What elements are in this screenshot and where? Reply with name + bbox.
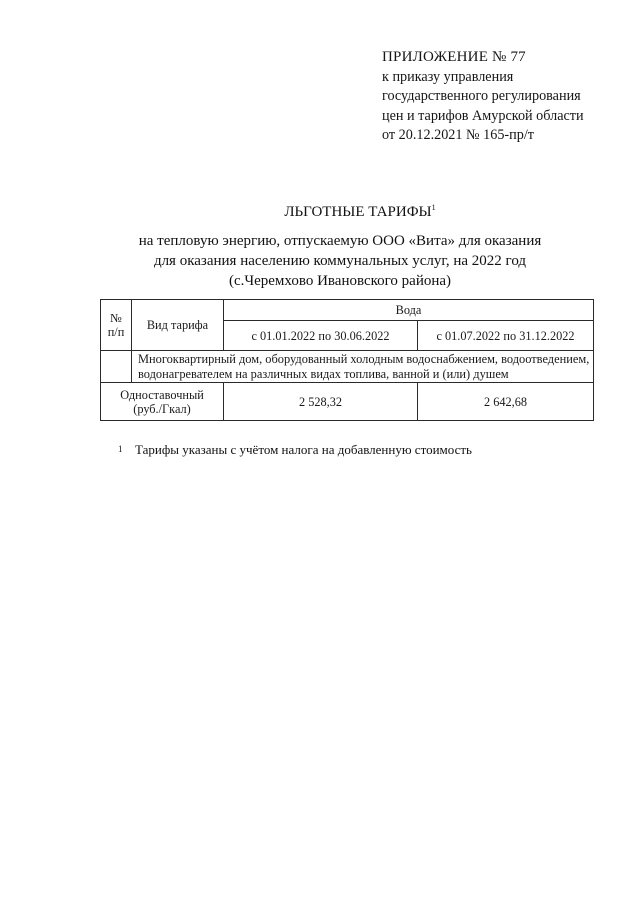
table-header-row [101, 300, 594, 321]
period-header-1: с 01.01.2022 по 30.06.2022 [224, 321, 418, 351]
category-number-cell [101, 351, 132, 383]
appendix-line: государственного регулирования [382, 88, 581, 104]
category-line: Многоквартирный дом, оборудованный холодным водоснабжением, водоотведением, [138, 351, 590, 366]
period-header-2: с 01.07.2022 по 31.12.2022 [418, 321, 594, 351]
footnote [118, 442, 472, 458]
title-footnote-mark: 1 [431, 203, 436, 212]
appendix-header [382, 48, 584, 146]
appendix-line: от 20.12.2021 № 165-пр/т [382, 127, 534, 143]
table-row [101, 383, 594, 421]
column-header-water: Вода [224, 300, 594, 321]
footnote-text: Тарифы указаны с учётом налога на добавленную стоимость [135, 442, 472, 457]
title-text: ЛЬГОТНЫЕ ТАРИФЫ [284, 204, 432, 220]
tariff-label-line: Одноставочный [120, 387, 204, 402]
column-header-tariff-type: Вид тарифа [132, 300, 224, 351]
subtitle-line: (с.Черемхово Ивановского района) [228, 273, 452, 289]
column-header-number: № п/п [101, 300, 132, 351]
category-cell [132, 351, 594, 383]
appendix-line: к приказу управления [382, 68, 514, 85]
appendix-line: ПРИЛОЖЕНИЕ № 77 [382, 49, 526, 65]
category-line: водонагревателем на различных видах топлива, ванной и (или) душем [138, 366, 509, 381]
tariff-row-label [101, 383, 224, 421]
tariff-label-line: (руб./Гкал) [133, 401, 191, 416]
footnote-mark: 1 [118, 444, 123, 454]
tariff-value-2: 2 642,68 [418, 383, 594, 421]
appendix-line: цен и тарифов Амурской области [382, 107, 584, 124]
table-category-row [101, 351, 594, 383]
document-subtitle [110, 231, 570, 291]
tariff-value-1: 2 528,32 [224, 383, 418, 421]
document-title [0, 203, 640, 221]
subtitle-line: на тепловую энергию, отпускаемую ООО «Вита» для оказания [138, 233, 542, 249]
subtitle-line: для оказания населению коммунальных услуг, на 2022 год [153, 253, 527, 269]
tariff-table [100, 299, 594, 421]
